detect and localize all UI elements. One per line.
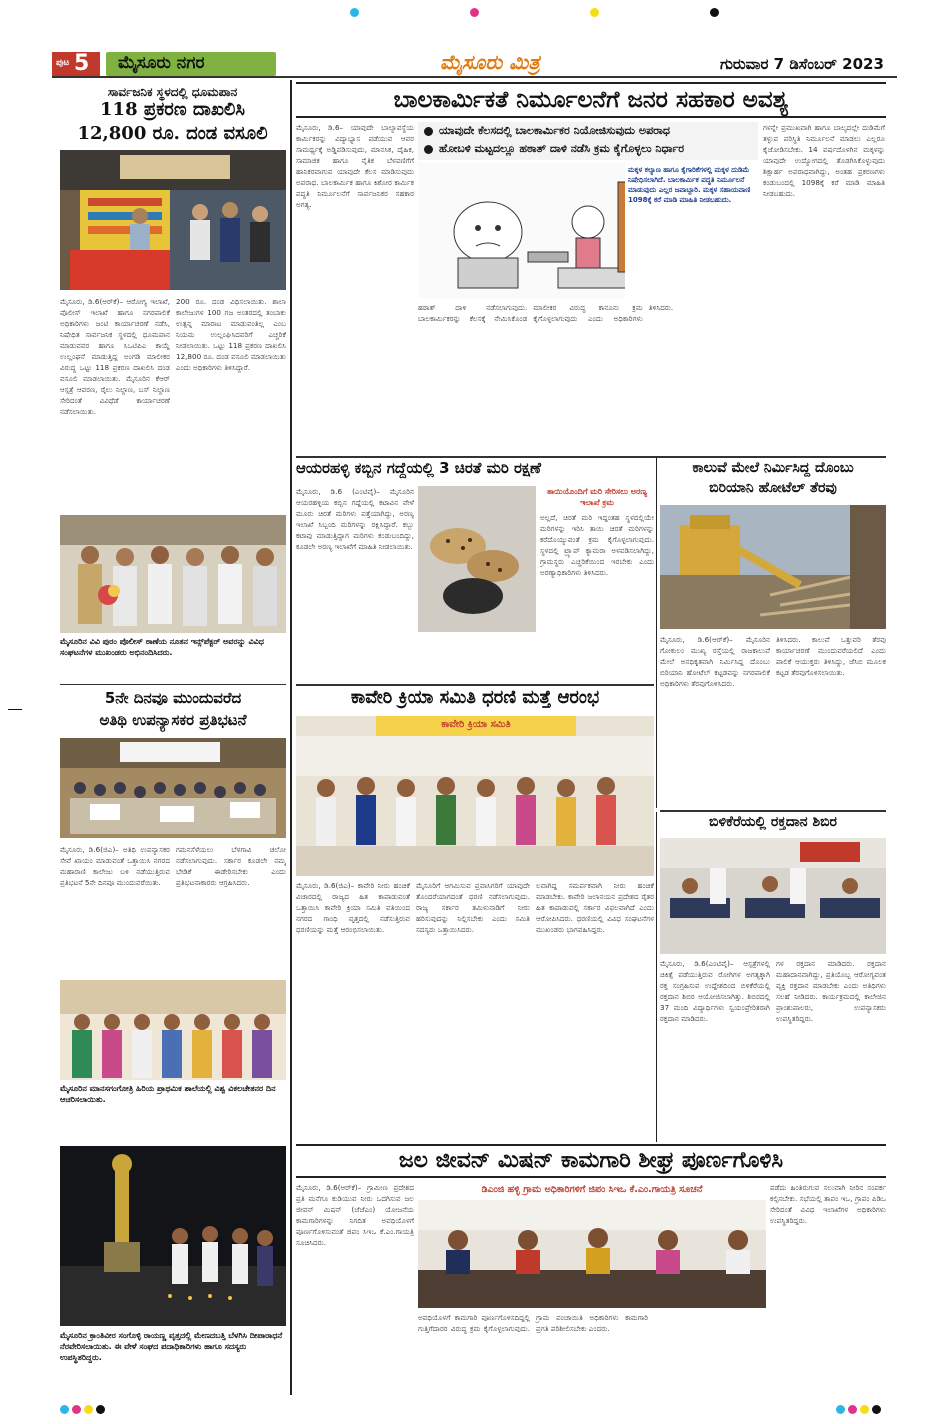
- left-story-kicker: ಸಾರ್ವಜನಿಕ ಸ್ಥಳದಲ್ಲಿ ಧೂಮಪಾನ: [107, 85, 238, 99]
- school-event-photo: [60, 980, 286, 1080]
- jal-jeevan-sub-kicker-text: ಡಿಎಂಜಿ ಹಳ್ಳಿ ಗ್ರಾಮ ಅಧಿಕಾರಿಗಳಿಗೆ ಜಿಪಂ ಸಿಇಒ ಕೆ.ಎಂ.ಗಾಯತ್ರಿ ಸೂಚನೆ: [481, 1184, 703, 1195]
- cauvery-col2: ಮೈಸೂರಿಗೆ ಆಗಮಿಸುವ ಪ್ರವಾಸಿಗರಿಗೆ ಯಾವುದೇ ತೊಂದರೆಯಾಗದಂತೆ ಧರಣಿ ನಡೆಸಲಾಗುವುದು. ರಾಜ್ಯ ಸರ್ಕಾರ ತಮಿಳುನಾಡಿಗೆ ನೀರು ಹರಿಸುವುದನ್ನು ನಿಲ್ಲಿಸಬೇಕು ಎಂದು ಸಮಿತಿ ಸದಸ್ಯರು ಒತ್ತಾಯಿಸಿದರು.: [416, 881, 530, 934]
- leopard-col2: ಅಲ್ಲದೆ, ಚಿರತೆ ಮರಿ ಇದ್ದಂತಹ ಸ್ಥಳದಲ್ಲಿಯೇ ಮರಿಗಳನ್ನು ಇರಿಸಿ ತಾಯಿ ಚಿರತೆ ಮರಿಗಳನ್ನು ಕರೆದೊಯ್ಯುವಂತೆ ಕ್ರಮ ಕೈಗೊಳ್ಳಲಾಗುವುದು. ಸ್ಥಳದಲ್ಲಿ ಟ್ರ್ಯಾಪ್ ಕ್ಯಾಮರಾ ಅಳವಡಿಸಲಾಗಿದ್ದು, ಗ್ರಾಮಸ್ಥರು ಎಚ್ಚರಿಕೆಯಿಂದ ಇರಬೇಕು ಎಂದು ಅರಣ್ಯಾಧಿಕಾರಿಗಳು ತಿಳಿಸಿದರು.: [540, 513, 654, 577]
- registration-mark-magenta: [848, 1405, 857, 1414]
- divider: [660, 810, 886, 812]
- jal-jeevan-col3: ಪಡೆದು ಹಿಂತಿರುಗುವ ಸಲುವಾಗಿ ನೀರಿನ ಸಂಪರ್ಕ ಕಲ್ಪಿಸಬೇಕು. ಸಭೆಯಲ್ಲಿ ತಾಪಂ ಇಒ, ಗ್ರಾಪಂ ಪಿಡಿಒ ಸೇರಿದಂತೆ ವಿವಿಧ ಇಲಾಖೆಗಳ ಅಧಿಕಾರಿಗಳು ಉಪಸ್ಥಿತರಿದ್ದರು.: [770, 1183, 886, 1225]
- jal-jeevan-headline: ಜಲ ಜೀವನ್ ಮಿಷನ್ ಕಾಮಗಾರಿ ಶೀಘ್ರ ಪೂರ್ಣಗೊಳಿಸಿ: [296, 1144, 886, 1178]
- left-story-col2: 200 ರೂ. ದಂಡ ವಿಧಿಸಲಾಯಿತು. ಶಾಲಾ ಕಾಲೇಜುಗಳ 100 ಗಜ ಅಂತರದಲ್ಲಿ ತಂಬಾಕು ಉತ್ಪನ್ನ ಮಾರಾಟ ಮಾಡುವಂತಿಲ್ಲ ಎಂಬ ನಿಯಮ ಉಲ್ಲಂಘಿಸಿದವರಿಗೆ ಎಚ್ಚರಿಕೆ ನೀಡಲಾಯಿತು. ಒಟ್ಟು 118 ಪ್ರಕರಣ ದಾಖಲಿಸಿ 12,800 ರೂ. ದಂಡ ವಸೂಲಿ ಮಾಡಲಾಯಿತು ಎಂದು ಅಧಿಕಾರಿಗಳು ತಿಳಿಸಿದ್ದಾರೆ.: [176, 297, 286, 372]
- cauvery-protest-photo: [296, 716, 654, 876]
- page-number: 5: [74, 51, 90, 76]
- registration-mark-cyan: [60, 1405, 69, 1414]
- registration-mark-yellow: [84, 1405, 93, 1414]
- registration-mark-magenta: [470, 8, 479, 17]
- registration-mark-cyan: [836, 1405, 845, 1414]
- school-event-illustration: [60, 980, 286, 1080]
- registration-mark-yellow: [860, 1405, 869, 1414]
- leopard-col1: ಮೈಸೂರು, ಡಿ.6 (ಎಂಟಿವೈ)– ಮೈಸೂರಿನ ಆಯರಹಳ್ಳಿಯ ಕಬ್ಬಿನ ಗದ್ದೆಯಲ್ಲಿ ಕಟಾವಿನ ವೇಳೆ ಮೂರು ಚಿರತೆ ಮರಿಗಳು ಪತ್ತೆಯಾಗಿದ್ದು, ಅರಣ್ಯ ಇಲಾಖೆ ಸಿಬ್ಬಂದಿ ಮರಿಗಳನ್ನು ರಕ್ಷಿಸಿದ್ದಾರೆ. ಕಬ್ಬು ಕಟಾವು ಮಾಡುತ್ತಿದ್ದಾಗ ಮರಿಗಳು ಕಂಡುಬಂದಿದ್ದು, ಕೂಡಲೇ ಅರಣ್ಯ ಇಲಾಖೆಗೆ ಮಾಹಿತಿ ನೀಡಲಾಯಿತು.: [296, 487, 414, 551]
- blood-camp-photo: [660, 838, 886, 954]
- jal-jeevan-col1: ಮೈಸೂರು, ಡಿ.6(ಆರ್‌ಕೆ)– ಗ್ರಾಮೀಣ ಪ್ರದೇಶದ ಪ್ರತಿ ಮನೆಗೂ ಕುಡಿಯುವ ನೀರು ಒದಗಿಸುವ ಜಲ ಜೀವನ್ ಮಿಷನ್ (ಜೆಜೆಎಂ) ಯೋಜನೆಯ ಕಾಮಗಾರಿಗಳನ್ನು ನಿಗದಿತ ಅವಧಿಯೊಳಗೆ ಪೂರ್ಣಗೊಳಿಸುವಂತೆ ಜಿಪಂ ಸಿಇಒ ಕೆ.ಎಂ.ಗಾಯತ್ರಿ ಸೂಚಿಸಿದರು.: [296, 1183, 414, 1247]
- statue-illustration: [60, 1146, 286, 1326]
- column-divider: [656, 812, 657, 1142]
- left-story-headline-2: 12,800 ರೂ. ದಂಡ ವಸೂಲಿ: [77, 123, 268, 144]
- cauvery-col1: ಮೈಸೂರು, ಡಿ.6(ಜಿಎ)– ಕಾವೇರಿ ನೀರು ಹಂಚಿಕೆ ವಿಚಾರದಲ್ಲಿ ರಾಜ್ಯದ ಹಿತ ಕಾಪಾಡುವಂತೆ ಒತ್ತಾಯಿಸಿ ಕಾವೇರಿ ಕ್ರಿಯಾ ಸಮಿತಿ ವತಿಯಿಂದ ನಗರದ ಗಾಂಧಿ ವೃತ್ತದಲ್ಲಿ ನಡೆಸುತ್ತಿರುವ ಧರಣಿಯನ್ನು ಮತ್ತೆ ಆರಂಭಿಸಲಾಯಿತು.: [296, 881, 410, 934]
- guest-lecturers-headline-1: 5ನೇ ದಿನವೂ ಮುಂದುವರೆದ: [104, 689, 242, 707]
- child-labour-col2: ಹಠಾತ್ ದಾಳಿ ನಡೆಸಲಾಗುವುದು. ಬಾಲಕಾರ್ಮಿಕರನ್ನು ಕೆಲಸಕ್ಕೆ ನೇಮಿಸಿಕೊಂಡ ಮಾಲೀಕರ ವಿರುದ್ಧ ಕಾನೂನು ಕ್ರಮ ಕೈಗೊಳ್ಳಲಾಗುವುದು ಎಂದು ಅಧಿಕಾರಿಗಳು ತಿಳಿಸಿದರು.: [418, 303, 674, 323]
- statue-photo: [60, 1146, 286, 1326]
- bullet-icon: [424, 145, 433, 154]
- divider: [60, 684, 286, 685]
- demolition-illustration: [660, 505, 886, 629]
- child-labour-headline: ಬಾಲಕಾರ್ಮಿಕತೆ ನಿರ್ಮೂಲನೆಗೆ ಜನರ ಸಹಕಾರ ಅವಶ್ಯ: [296, 82, 886, 118]
- leopard-cubs-photo: [418, 486, 536, 632]
- blood-camp-col1: ಮೈಸೂರು, ಡಿ.6(ಎಂಟಿವೈ)– ಆಸ್ಪತ್ರೆಗಳಲ್ಲಿ ಚಿಕಿತ್ಸೆ ಪಡೆಯುತ್ತಿರುವ ರೋಗಿಗಳ ಅಗತ್ಯಕ್ಕಾಗಿ ರಕ್ತ ಸಂಗ್ರಹಿಸುವ ಉದ್ದೇಶದಿಂದ ಬಿಳಿಕೆರೆಯಲ್ಲಿ ರಕ್ತದಾನ ಶಿಬಿರ ಆಯೋಜಿಸಲಾಗಿತ್ತು. ಶಿಬಿರದಲ್ಲಿ 37 ಮಂದಿ ವಿದ್ಯಾರ್ಥಿಗಳು ಸ್ವಯಂಪ್ರೇರಿತರಾಗಿ ರಕ್ತದಾನ ಮಾಡಿದರು.: [660, 959, 770, 1023]
- biryani-headline-2: ಬಿರಿಯಾನಿ ಹೋಟೆಲ್ ತೆರವು: [709, 480, 837, 496]
- biryani-headline-1: ಕಾಲುವೆ ಮೇಲೆ ನಿರ್ಮಿಸಿದ್ದ ದೊಂಬು: [692, 460, 854, 476]
- section-name: ಮೈಸೂರು ನಗರ: [106, 52, 276, 76]
- cauvery-headline: ಕಾವೇರಿ ಕ್ರಿಯಾ ಸಮಿತಿ ಧರಣಿ ಮತ್ತೆ ಆರಂಭ: [350, 687, 600, 708]
- child-labour-col3: ಗಳನ್ನೇ ಪ್ರಮುಖವಾಗಿ ಹಾಗೂ ಬಾಲ್ಯದಲ್ಲೇ ದುಡಿಮೆಗೆ ತಳ್ಳುವ ಪರಿಸ್ಥಿತಿ ನಿರ್ಮೂಲನೆ ಮಾಡಲು ಎಲ್ಲರೂ ಕೈಜೋಡಿಸಬೇಕು. 14 ವರ್ಷದೊಳಗಿನ ಮಕ್ಕಳನ್ನು ಯಾವುದೇ ಉದ್ಯೋಗದಲ್ಲಿ ತೊಡಗಿಸಿಕೊಳ್ಳುವುದು ಶಿಕ್ಷಾರ್ಹ ಅಪರಾಧವಾಗಿದ್ದು, ಅಂತಹ ಪ್ರಕರಣಗಳು ಕಂಡುಬಂದಲ್ಲಿ 1098ಕ್ಕೆ ಕರೆ ಮಾಡಿ ಮಾಹಿತಿ ನೀಡಬಹುದು.: [763, 123, 885, 198]
- cauvery-banner-text: ಕಾವೇರಿ ಕ್ರಿಯಾ ಸಮಿತಿ: [441, 719, 511, 730]
- police-felicitation-photo: [60, 515, 286, 633]
- bullet-icon: [424, 127, 433, 136]
- meeting-photo: [418, 1200, 766, 1308]
- divider: [296, 684, 654, 686]
- bullet-2-text: ಹೋಬಳಿ ಮಟ್ಟದಲ್ಲೂ ಹಠಾತ್ ದಾಳಿ ನಡೆಸಿ ಕ್ರಮ ಕೈಗೊಳ್ಳಲು ನಿರ್ಧಾರ: [439, 142, 685, 155]
- guest-lecturers-col2: ಗಮನಸೆಳೆಯಲು ಬೆಳಗಾವಿ ಚಲೋ ನಡೆಸಲಾಗುವುದು. ಸರ್ಕಾರ ಕೂಡಲೇ ನಮ್ಮ ಬೇಡಿಕೆ ಈಡೇರಿಸಬೇಕು ಎಂದು ಪ್ರತಿಭಟನಾಕಾರರು ಆಗ್ರಹಿಸಿದರು.: [176, 845, 286, 887]
- shop-raid-photo: [60, 150, 286, 290]
- blood-camp-headline: ಬಿಳಿಕೆರೆಯಲ್ಲಿ ರಕ್ತದಾನ ಶಿಬಿರ: [709, 814, 837, 830]
- guest-lecturers-col1: ಮೈಸೂರು, ಡಿ.6(ಜಿಎ)– ಅತಿಥಿ ಉಪನ್ಯಾಸಕರ ಸೇವೆ ಖಾಯಂ ಮಾಡುವಂತೆ ಒತ್ತಾಯಿಸಿ ನಗರದ ಮಹಾರಾಣಿ ಕಾಲೇಜು ಬಳಿ ನಡೆಯುತ್ತಿರುವ ಪ್ರತಿಭಟನೆ 5ನೇ ದಿನವೂ ಮುಂದುವರೆಯಿತು.: [60, 845, 170, 887]
- registration-mark-yellow: [590, 8, 599, 17]
- registration-mark-magenta: [72, 1405, 81, 1414]
- blood-camp-col2: ಗಳ ರಕ್ತದಾನ ಮಾಡಿದರು. ರಕ್ತದಾನ ಮಹಾದಾನವಾಗಿದ್ದು, ಪ್ರತಿಯೊಬ್ಬ ಆರೋಗ್ಯವಂತ ವ್ಯಕ್ತಿ ರಕ್ತದಾನ ಮಾಡಬೇಕು ಎಂದು ಅತಿಥಿಗಳು ಸಲಹೆ ನೀಡಿದರು. ಕಾರ್ಯಕ್ರಮದಲ್ಲಿ ಕಾಲೇಜಿನ ಪ್ರಾಂಶುಪಾಲರು, ಉಪನ್ಯಾಸಕರು ಉಪಸ್ಥಿತರಿದ್ದರು.: [776, 959, 886, 1023]
- cartoon-text-box: [625, 162, 758, 298]
- police-photo-caption: ಮೈಸೂರಿನ ವಿವಿ ಪುರಂ ಪೊಲೀಸ್ ಠಾಣೆಯ ನೂತನ ಇನ್ಸ್‌ಪೆಕ್ಟರ್ ಅವರನ್ನು ವಿವಿಧ ಸಂಘಟನೆಗಳ ಮುಖಂಡರು ಅಭಿನಂದಿಸಿದರು.: [60, 637, 264, 657]
- bullet-1: [418, 122, 758, 140]
- left-story-col1: ಮೈಸೂರು, ಡಿ.6(ಆರ್‌ಕೆ)– ಆರೋಗ್ಯ ಇಲಾಖೆ, ಪೊಲೀಸ್ ಇಲಾಖೆ ಹಾಗೂ ನಗರಪಾಲಿಕೆ ಅಧಿಕಾರಿಗಳು ಜಂಟಿ ಕಾರ್ಯಾಚರಣೆ ನಡೆಸಿ, ನಿಷೇಧಿತ ಸಾರ್ವಜನಿಕ ಸ್ಥಳದಲ್ಲಿ ಧೂಮಪಾನ ಮಾಡುವವರ ಹಾಗೂ ಸಿಒಟಿಪಿಎ ಕಾಯ್ದೆ ಉಲ್ಲಂಘನೆ ಮಾಡುತ್ತಿದ್ದ ಅಂಗಡಿ ಮಾಲೀಕರ ವಿರುದ್ಧ ಒಟ್ಟು 118 ಪ್ರಕರಣ ದಾಖಲಿಸಿ ದಂಡ ವಸೂಲಿ ಮಾಡಲಾಯಿತು. ಮೈಸೂರಿನ ಕೆಆರ್ ಆಸ್ಪತ್ರೆ ಆವರಣ, ರೈಲು ನಿಲ್ದಾಣ, ಬಸ್ ನಿಲ್ದಾಣ ಸೇರಿದಂತೆ ವಿವಿಧೆಡೆ ಕಾರ್ಯಾಚರಣೆ ನಡೆಸಲಾಯಿತು.: [60, 297, 170, 416]
- statue-caption: ಮೈಸೂರಿನ ಕ್ರಾಂತಿವೀರ ಸಂಗೊಳ್ಳಿ ರಾಯಣ್ಣ ವೃತ್ತದಲ್ಲಿ ಮೇಣದಬತ್ತಿ ಬೆಳಗಿಸಿ ದೀಪಾರಾಧನೆ ನೆರವೇರಿಸಲಾಯಿತು. ಈ ವೇಳೆ ಸಂಘದ ಪದಾಧಿಕಾರಿಗಳು ಹಾಗೂ ಸದಸ್ಯರು ಉಪಸ್ಥಿತರಿದ್ದರು.: [60, 1331, 283, 1362]
- bullet-2: [418, 140, 758, 158]
- school-event-caption: ಮೈಸೂರಿನ ಮಾನಸಗಂಗೋತ್ರಿ ಹಿರಿಯ ಪ್ರಾಥಮಿಕ ಶಾಲೆಯಲ್ಲಿ ವಿಶ್ವ ವಿಕಲಚೇತನರ ದಿನ ಆಚರಿಸಲಾಯಿತು.: [60, 1084, 276, 1104]
- felicitation-illustration: [60, 515, 286, 633]
- page-number-box: [52, 52, 100, 76]
- guest-lecturers-headline-2: ಅತಿಥಿ ಉಪನ್ಯಾಸಕರ ಪ್ರತಿಭಟನೆ: [99, 711, 247, 729]
- left-story-headline-1: 118 ಪ್ರಕರಣ ದಾಖಲಿಸಿ: [100, 99, 245, 120]
- jal-jeevan-col2: ಅವಧಿಯೊಳಗೆ ಕಾಮಗಾರಿ ಪೂರ್ಣಗೊಳಿಸದಿದ್ದಲ್ಲಿ ಗುತ್ತಿಗೆದಾರರ ವಿರುದ್ಧ ಕ್ರಮ ಕೈಗೊಳ್ಳಲಾಗುವುದು. ಗ್ರಾಮ ಪಂಚಾಯಿತಿ ಅಧಿಕಾರಿಗಳು ಕಾಮಗಾರಿ ಪ್ರಗತಿ ಪರಿಶೀಲಿಸಬೇಕು ಎಂದರು.: [418, 1313, 648, 1333]
- leopard-sub-kicker: [540, 486, 654, 508]
- registration-mark-cyan: [350, 8, 359, 17]
- divider: [296, 456, 886, 458]
- cartoon-text: ಮಕ್ಕಳ ಕಲ್ಯಾಣ ಹಾಗೂ ಕೈಗಾರಿಕೆಗಳಲ್ಲಿ ಮಕ್ಕಳ ದುಡಿಮೆ ನಿಷೇಧಿಸಲಾಗಿದೆ. ಬಾಲಕಾರ್ಮಿಕ ಪದ್ಧತಿ ನಿರ್ಮೂಲನೆ ಮಾಡುವುದು ಎಲ್ಲರ ಜವಾಬ್ದಾರಿ. ಮಕ್ಕಳ ಸಹಾಯವಾಣಿ 1098ಕ್ಕೆ ಕರೆ ಮಾಡಿ ಮಾಹಿತಿ ನೀಡಬಹುದು.: [628, 166, 751, 204]
- column-divider: [656, 458, 657, 808]
- shop-raid-illustration: [60, 150, 286, 290]
- biryani-col2: ತಿಳಿಸಿದರು. ಕಾಲುವೆ ಒತ್ತುವರಿ ತೆರವು ಕಾರ್ಯಾಚರಣೆ ಮುಂದುವರೆಯಲಿದೆ ಎಂದು ಪಾಲಿಕೆ ಆಯುಕ್ತರು ತಿಳಿಸಿದ್ದು, ಜೆಸಿಬಿ ಮೂಲಕ ಕಟ್ಟಡ ತೆರವುಗೊಳಿಸಲಾಯಿತು.: [776, 635, 886, 677]
- meeting-illustration: [418, 1200, 766, 1308]
- page-label: ಪುಟ: [56, 58, 70, 68]
- cauvery-col3: ಲವಾಗಿದ್ದ ಸಮರ್ಪಕವಾಗಿ ನೀರು ಹಂಚಿಕೆ ಮಾಡಬೇಕು. ಕಾವೇರಿ ಜಲಾನಯನ ಪ್ರದೇಶದ ರೈತರ ಹಿತ ಕಾಪಾಡುವಲ್ಲಿ ಸರ್ಕಾರ ವಿಫಲವಾಗಿದೆ ಎಂದು ಆರೋಪಿಸಿದರು. ಧರಣಿಯಲ್ಲಿ ವಿವಿಧ ಸಂಘಟನೆಗಳ ಮುಖಂಡರು ಭಾಗವಹಿಸಿದ್ದರು.: [536, 881, 654, 934]
- fold-mark: [8, 709, 22, 710]
- leopard-headline: ಆಯರಹಳ್ಳಿ ಕಬ್ಬಿನ ಗದ್ದೆಯಲ್ಲಿ 3 ಚಿರತೆ ಮರಿ ರಕ್ಷಣೆ: [296, 459, 541, 477]
- blood-camp-illustration: [660, 838, 886, 954]
- bullet-1-text: ಯಾವುದೇ ಕೆಲಸದಲ್ಲಿ ಬಾಲಕಾರ್ಮಿಕರ ನಿಯೋಜಿಸುವುದು ಅಪರಾಧ: [439, 124, 670, 137]
- demolition-photo: [660, 505, 886, 629]
- biryani-col1: ಮೈಸೂರು, ಡಿ.6(ಆರ್‌ಕೆ)– ಮೈಸೂರಿನ ಗೋಕುಲಂ ಮುಖ್ಯ ರಸ್ತೆಯಲ್ಲಿ ರಾಜಕಾಲುವೆ ಮೇಲೆ ಅನಧಿಕೃತವಾಗಿ ನಿರ್ಮಿಸಿದ್ದ ದೊಂಬು ಬಿರಿಯಾನಿ ಹೋಟೆಲ್ ಕಟ್ಟಡವನ್ನು ನಗರಪಾಲಿಕೆ ಅಧಿಕಾರಿಗಳು ತೆರವುಗೊಳಿಸಿದರು.: [660, 635, 770, 688]
- column-divider: [290, 80, 292, 1395]
- dateline: ಗುರುವಾರ 7 ಡಿಸೆಂಬರ್ 2023: [720, 55, 884, 73]
- protest-illustration: [60, 738, 286, 838]
- cauvery-illustration: [296, 716, 654, 876]
- child-labour-bullets: [418, 122, 758, 160]
- registration-mark-black: [96, 1405, 105, 1414]
- leopard-sub-kicker-text: ತಾಯಿಯೊಂದಿಗೆ ಮರಿ ಸೇರಿಸಲು ಅರಣ್ಯ ಇಲಾಖೆ ಕ್ರಮ: [546, 487, 648, 507]
- protest-photo: [60, 738, 286, 838]
- newspaper-brand: ಮೈಸೂರು ಮಿತ್ರ: [440, 50, 540, 74]
- child-labour-col1: ಮೈಸೂರು, ಡಿ.6– ಯಾವುದೇ ಬಾಲ್ಯಾವಸ್ಥೆಯ ಕಾರ್ಮಿಕರನ್ನು ವಿದ್ಯಾಭ್ಯಾಸ ಪಡೆಯುವ ಆವರ ಸಾಮರ್ಥ್ಯಕ್ಕೆ ಅಡ್ಡಿಪಡಿಸುವುದು, ಮಾನಸಿಕ, ದೈಹಿಕ, ಸಾಮಾಜಿಕ ಹಾಗೂ ನೈತಿಕ ಬೆಳವಣಿಗೆಗೆ ಹಾನಿಕರವಾಗುವ ಯಾವುದೇ ಕೆಲಸ ಮಾಡಿಸುವುದು ಅಪರಾಧ. ಬಾಲಕಾರ್ಮಿಕ ಹಾಗೂ ಕಿಶೋರ ಕಾರ್ಮಿಕ ಪದ್ಧತಿ ನಿರ್ಮೂಲನೆಗೆ ಸಾರ್ವಜನಿಕರ ಸಹಕಾರ ಅಗತ್ಯ.: [296, 123, 414, 209]
- registration-mark-black: [710, 8, 719, 17]
- jal-jeevan-sub-kicker: [418, 1182, 766, 1198]
- registration-mark-black: [872, 1405, 881, 1414]
- leopard-cubs-illustration: [418, 486, 536, 632]
